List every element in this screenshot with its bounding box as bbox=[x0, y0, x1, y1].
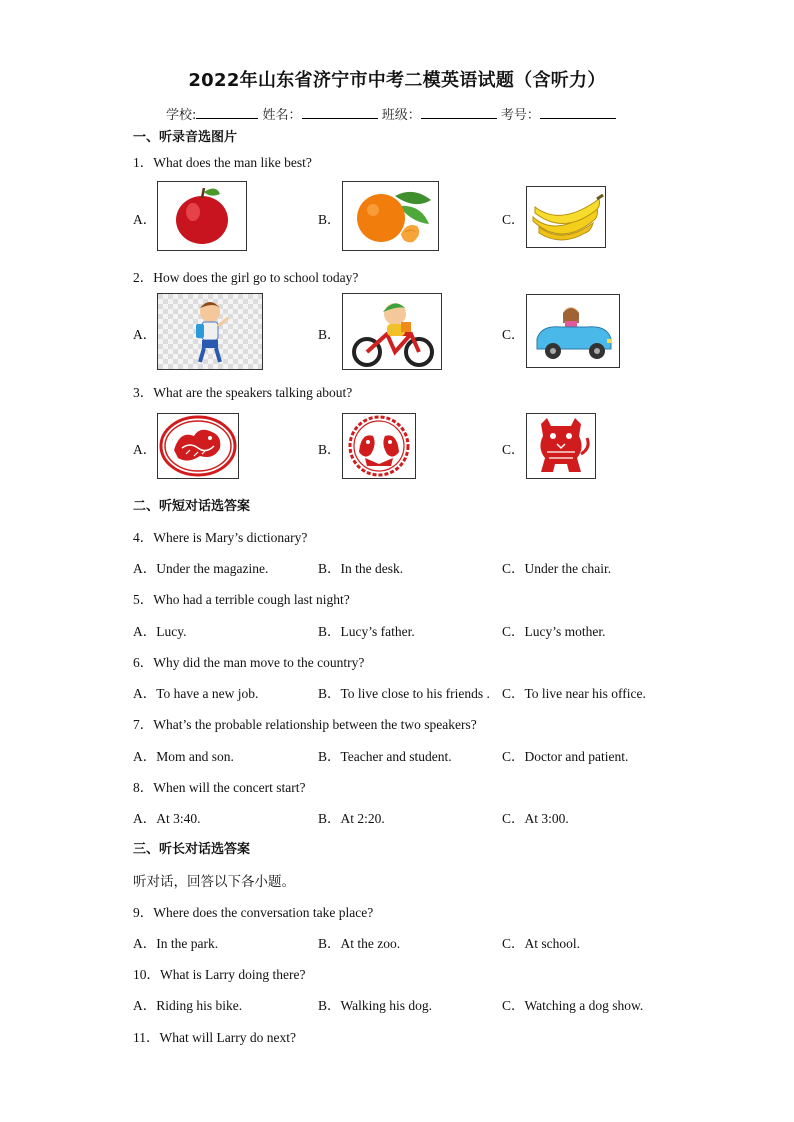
q6-option-c[interactable]: C．To live near his office. bbox=[502, 686, 646, 701]
class-blank[interactable] bbox=[421, 106, 497, 119]
class-label: 班级： bbox=[381, 108, 421, 123]
q7-option-c[interactable]: C．Doctor and patient. bbox=[502, 749, 629, 764]
name-blank[interactable] bbox=[302, 106, 378, 119]
option-c-label: C． bbox=[502, 442, 525, 457]
school-label: 学校: bbox=[166, 108, 197, 123]
section-1-heading: 一、听录音选图片 bbox=[133, 130, 238, 145]
papercut-dragon-icon[interactable] bbox=[157, 413, 239, 479]
question-3: 3．What are the speakers talking about? bbox=[133, 385, 353, 400]
walking-boy-icon[interactable] bbox=[157, 293, 263, 370]
name-label: 姓名： bbox=[262, 108, 302, 123]
question-8: 8．When will the concert start? bbox=[133, 780, 306, 795]
bike-rider-icon[interactable] bbox=[342, 293, 442, 370]
q6-option-b[interactable]: B．To live close to his friends . bbox=[318, 686, 490, 701]
q9-option-c[interactable]: C．At school. bbox=[502, 936, 581, 951]
option-c-label: C． bbox=[502, 327, 525, 342]
school-blank[interactable] bbox=[196, 106, 258, 119]
q7-option-b[interactable]: B．Teacher and student. bbox=[318, 749, 452, 764]
q7-option-a[interactable]: A．Mom and son. bbox=[133, 749, 234, 764]
section-2-heading: 二、听短对话选答案 bbox=[133, 499, 251, 514]
option-a-label: A． bbox=[133, 327, 157, 342]
q10-option-c[interactable]: C．Watching a dog show. bbox=[502, 998, 644, 1013]
question-5: 5．Who had a terrible cough last night? bbox=[133, 592, 350, 607]
section-3-heading: 三、听长对话选答案 bbox=[133, 842, 251, 857]
question-6: 6．Why did the man move to the country? bbox=[133, 655, 365, 670]
option-b-label: B． bbox=[318, 442, 341, 457]
option-b-label: B． bbox=[318, 327, 341, 342]
q4-option-a[interactable]: A．Under the magazine. bbox=[133, 561, 269, 576]
section-3-instruction: 听对话，回答以下各小题。 bbox=[133, 874, 295, 890]
q8-option-a[interactable]: A．At 3:40. bbox=[133, 811, 201, 826]
q6-option-a[interactable]: A．To have a new job. bbox=[133, 686, 259, 701]
q8-option-c[interactable]: C．At 3:00. bbox=[502, 811, 569, 826]
option-b-label: B． bbox=[318, 212, 341, 227]
q4-option-b[interactable]: B．In the desk. bbox=[318, 561, 404, 576]
question-7: 7．What’s the probable relationship between the two speakers? bbox=[133, 717, 477, 732]
q5-option-a[interactable]: A．Lucy. bbox=[133, 624, 187, 639]
page-title: 2022年山东省济宁市中考二模英语试题（含听力） bbox=[188, 70, 606, 91]
banana-icon[interactable] bbox=[526, 186, 606, 248]
number-label: 考号： bbox=[500, 108, 540, 123]
question-11: 11．What will Larry do next? bbox=[133, 1030, 296, 1045]
papercut-tiger-icon[interactable] bbox=[526, 413, 596, 479]
papercut-fish-icon[interactable] bbox=[342, 413, 416, 479]
student-info-line bbox=[166, 104, 616, 123]
option-a-label: A． bbox=[133, 442, 157, 457]
question-4: 4．Where is Mary’s dictionary? bbox=[133, 530, 308, 545]
q5-option-b[interactable]: B．Lucy’s father. bbox=[318, 624, 415, 639]
q10-option-a[interactable]: A．Riding his bike. bbox=[133, 998, 243, 1013]
question-2: 2．How does the girl go to school today? bbox=[133, 270, 359, 285]
q5-option-c[interactable]: C．Lucy’s mother. bbox=[502, 624, 606, 639]
number-blank[interactable] bbox=[540, 106, 616, 119]
q9-option-b[interactable]: B．At the zoo. bbox=[318, 936, 401, 951]
q8-option-b[interactable]: B．At 2:20. bbox=[318, 811, 385, 826]
q10-option-b[interactable]: B．Walking his dog. bbox=[318, 998, 433, 1013]
q9-option-a[interactable]: A．In the park. bbox=[133, 936, 219, 951]
q4-option-c[interactable]: C．Under the chair. bbox=[502, 561, 612, 576]
orange-icon[interactable] bbox=[342, 181, 439, 251]
question-10: 10．What is Larry doing there? bbox=[133, 967, 306, 982]
question-9: 9．Where does the conversation take place? bbox=[133, 905, 374, 920]
question-1: 1．What does the man like best? bbox=[133, 155, 312, 170]
option-a-label: A． bbox=[133, 212, 157, 227]
apple-icon[interactable] bbox=[157, 181, 247, 251]
option-c-label: C． bbox=[502, 212, 525, 227]
car-driver-icon[interactable] bbox=[526, 294, 620, 368]
